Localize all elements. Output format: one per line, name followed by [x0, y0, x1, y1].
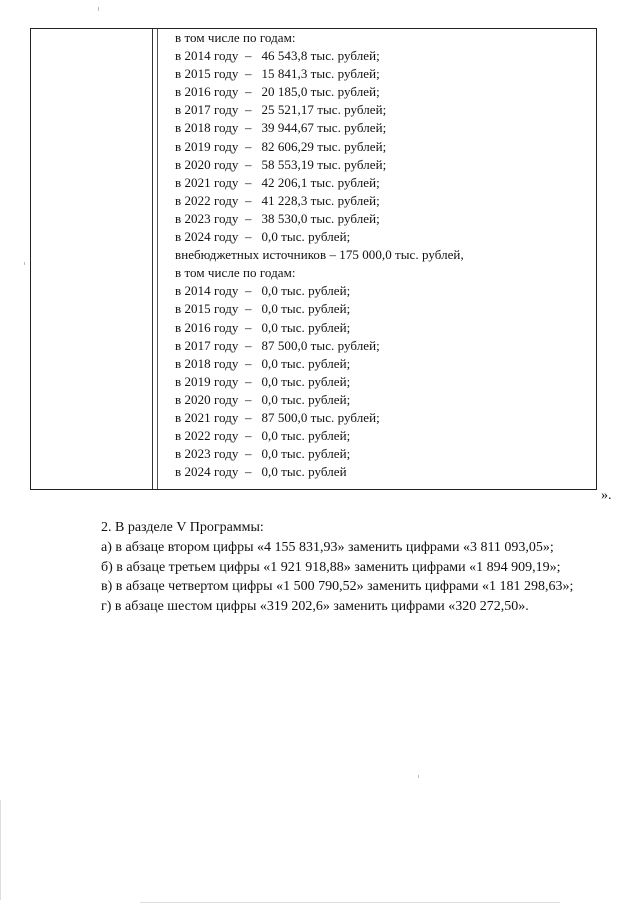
- table-line: в 2021 году – 42 206,1 тыс. рублей;: [175, 174, 380, 190]
- table-line: в 2018 году – 0,0 тыс. рублей;: [175, 355, 351, 371]
- table-line: в том числе по годам:: [175, 265, 296, 281]
- scan-mark: [98, 7, 99, 11]
- amendment-item: в) в абзаце четвертом цифры «1 500 790,52» заменить цифрами «1 181 298,63»;: [101, 579, 574, 595]
- table-line: в том числе по годам:: [175, 30, 296, 45]
- scan-mark: [418, 775, 419, 778]
- table-line: в 2023 году – 38 530,0 тыс. рублей;: [175, 210, 380, 226]
- table-line: в 2018 году – 39 944,67 тыс. рублей;: [175, 120, 387, 136]
- table-line: в 2015 году – 0,0 тыс. рублей;: [175, 301, 351, 317]
- table-line: в 2021 году – 87 500,0 тыс. рублей;: [175, 409, 380, 425]
- amendment-item: г) в абзаце шестом цифры «319 202,6» заменить цифрами «320 272,50».: [101, 599, 529, 615]
- table-line: в 2023 году – 0,0 тыс. рублей;: [175, 446, 351, 462]
- table-line: в 2017 году – 25 521,17 тыс. рублей;: [175, 102, 387, 118]
- table-line: в 2019 году – 82 606,29 тыс. рублей;: [175, 138, 387, 154]
- table-line: в 2014 году – 46 543,8 тыс. рублей;: [175, 48, 380, 64]
- table-line: в 2020 году – 58 553,19 тыс. рублей;: [175, 156, 387, 172]
- table-line: в 2016 году – 20 185,0 тыс. рублей;: [175, 84, 380, 100]
- scan-mark: [0, 800, 1, 900]
- table-line: в 2014 году – 0,0 тыс. рублей;: [175, 283, 351, 299]
- amendment-item: а) в абзаце втором цифры «4 155 831,93» заменить цифрами «3 811 093,05»;: [101, 539, 554, 555]
- table-line: в 2022 году – 41 228,3 тыс. рублей;: [175, 192, 380, 208]
- table-line: в 2017 году – 87 500,0 тыс. рублей;: [175, 337, 380, 353]
- funding-lines: [175, 29, 464, 481]
- table-line: в 2022 году – 0,0 тыс. рублей;: [175, 428, 351, 444]
- section-heading: 2. В разделе V Программы:: [101, 520, 264, 535]
- table-line: в 2019 году – 0,0 тыс. рублей;: [175, 373, 351, 389]
- table-line: внебюджетных источников – 175 000,0 тыс. рублей,: [175, 247, 464, 263]
- closing-quote: ».: [601, 488, 612, 503]
- table-line: в 2016 году – 0,0 тыс. рублей;: [175, 319, 351, 335]
- funding-table: [30, 28, 597, 490]
- scan-mark: [140, 902, 560, 903]
- table-line: в 2024 году – 0,0 тыс. рублей: [175, 464, 347, 480]
- scan-mark: [24, 262, 25, 265]
- table-line: в 2015 году – 15 841,3 тыс. рублей;: [175, 66, 380, 82]
- table-line: в 2024 году – 0,0 тыс. рублей;: [175, 229, 351, 245]
- amendment-item: б) в абзаце третьем цифры «1 921 918,88» заменить цифрами «1 894 909,19»;: [101, 559, 561, 575]
- table-line: в 2020 году – 0,0 тыс. рублей;: [175, 391, 351, 407]
- table-column-divider: [152, 29, 153, 489]
- table-column-divider-inner: [157, 29, 158, 489]
- section-amendments: [101, 518, 573, 617]
